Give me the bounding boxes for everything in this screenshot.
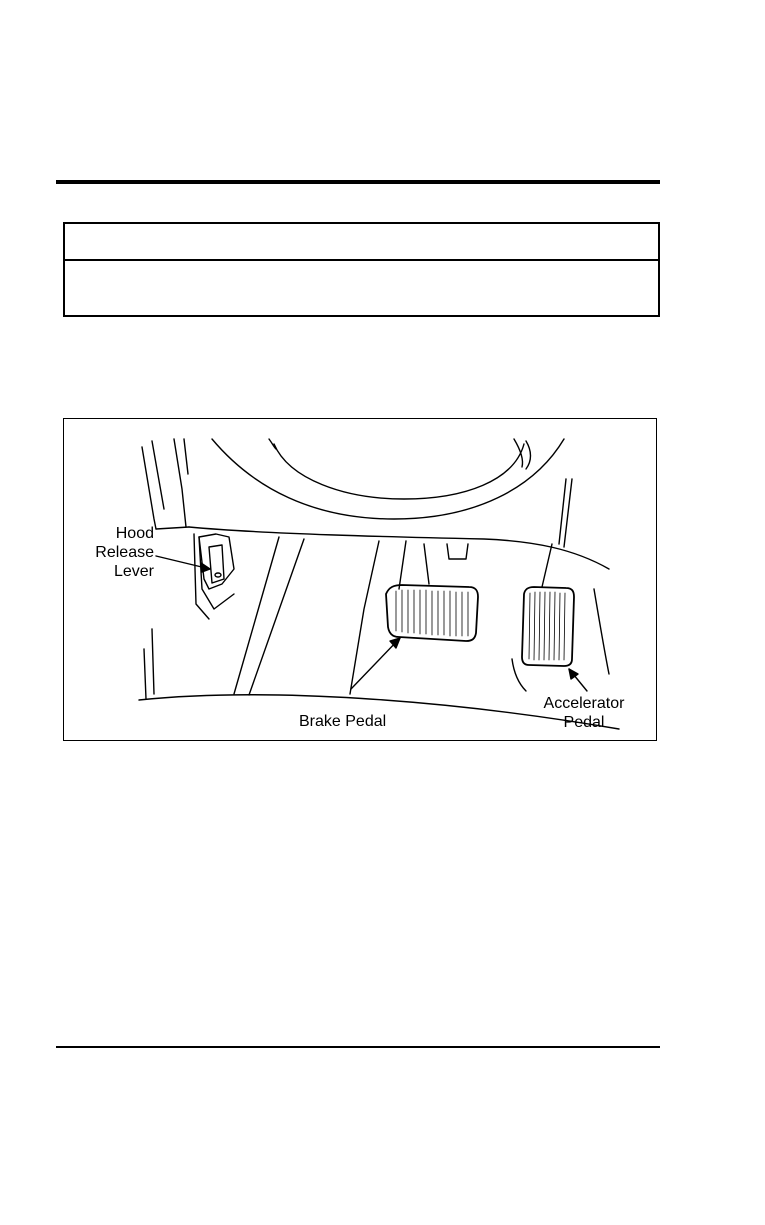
floor-edge-left [152, 629, 154, 694]
pillar-base [156, 527, 189, 529]
hood-label-line3: Lever [113, 563, 154, 580]
brake-arm-right [399, 541, 406, 589]
brake-pedal-ribs [396, 590, 468, 636]
bottom-rule [56, 1046, 660, 1048]
column-detail-right-2 [526, 441, 531, 469]
floor-edge-left-2 [144, 649, 146, 699]
table-header-divider [65, 259, 658, 261]
hood-label-line2: Release [95, 544, 154, 561]
accel-label-line1: Accelerator [543, 695, 625, 712]
lever-housing [199, 534, 234, 589]
pedal-illustration [63, 418, 657, 741]
accelerator-pedal-label [534, 694, 634, 732]
brake-arm-rear [424, 544, 429, 584]
accel-label-line2: Pedal [563, 714, 605, 731]
pillar-line-3 [174, 439, 186, 527]
lever-hole [215, 573, 221, 577]
dash-dome-outline [212, 439, 564, 519]
pillar-line-1 [142, 447, 156, 529]
tunnel-line-2 [249, 539, 304, 695]
lower-dash-edge [189, 527, 609, 569]
tunnel-line-1 [234, 537, 279, 694]
pillar-line-4 [184, 439, 188, 474]
hood-release-label [84, 524, 154, 581]
brake-bracket [447, 544, 468, 559]
hood-arrow-head [201, 563, 210, 572]
accel-arm-left [542, 544, 552, 587]
top-rule [56, 180, 660, 184]
steering-column-outline [274, 444, 524, 499]
brake-pedal-label: Brake Pedal [299, 713, 387, 730]
hood-label-line1: Hood [115, 525, 154, 542]
brake-arm-left [350, 541, 379, 694]
accelerator-pedal-ribs [529, 592, 565, 660]
empty-table-box [63, 222, 660, 317]
column-detail-left [269, 439, 276, 449]
pillar-line-2 [152, 441, 164, 509]
floor-right-edge [594, 589, 609, 674]
